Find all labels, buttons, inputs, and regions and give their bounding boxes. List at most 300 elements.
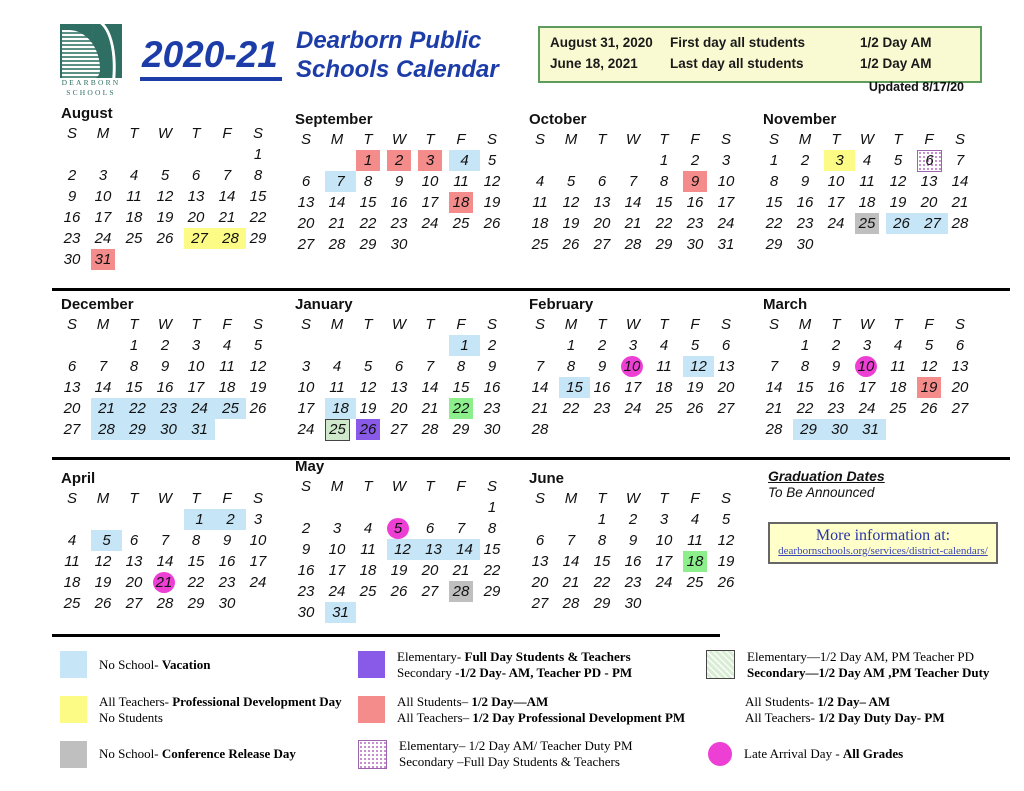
day-number: 3: [98, 167, 108, 184]
day-cell: [418, 419, 449, 440]
day-cell: [387, 377, 418, 398]
day-number: 26: [249, 400, 267, 417]
day-cell: [60, 551, 91, 572]
day-number: 8: [363, 173, 373, 190]
day-number: 9: [160, 358, 170, 375]
month-title: September: [295, 111, 373, 128]
day-cell: [886, 335, 917, 356]
day-cell: [449, 539, 480, 560]
day-number: 7: [535, 358, 545, 375]
calendar-row-1: [0, 102, 1024, 288]
weekday-header-cell: [418, 314, 449, 335]
day-number: 21: [951, 194, 969, 211]
day-cell: [246, 509, 277, 530]
day-cell: [590, 572, 621, 593]
month-title: January: [295, 296, 353, 313]
day-number: 14: [421, 379, 439, 396]
day-cell: [714, 509, 745, 530]
day-vacation: 27: [917, 213, 948, 234]
day-cell: [184, 377, 215, 398]
day-cell: [184, 509, 215, 530]
day-number: 7: [566, 532, 576, 549]
weekday-letter: S: [66, 490, 77, 507]
day-number: 24: [624, 400, 642, 417]
day-cell: [91, 398, 122, 419]
day-number: 8: [253, 167, 263, 184]
day-number: 23: [63, 230, 81, 247]
day-cell: [480, 213, 511, 234]
day-number: 26: [686, 400, 704, 417]
day-cell: [418, 171, 449, 192]
month-march: [762, 296, 996, 440]
calendar-row-3: [0, 460, 1024, 634]
weekday-letter: M: [96, 316, 110, 333]
month-grid: [294, 476, 528, 623]
day-cell: [294, 377, 325, 398]
day-number: 20: [390, 400, 408, 417]
day-cell: [948, 150, 979, 171]
weekday-header-cell: [91, 123, 122, 144]
day-cell: [91, 207, 122, 228]
day-half_green: 22: [449, 398, 473, 419]
legend-line: Secondary –Full Day Students & Teachers: [399, 754, 620, 770]
day-number: 25: [125, 230, 143, 247]
day-cell: [215, 186, 246, 207]
day-cell: [356, 213, 387, 234]
day-number: 4: [332, 358, 342, 375]
weekday-letter: S: [534, 131, 545, 148]
day-cell: [590, 509, 621, 530]
day-cell: [652, 377, 683, 398]
day-number: 20: [920, 194, 938, 211]
day-cell: [215, 572, 246, 593]
day-number: 19: [483, 194, 501, 211]
day-number: 28: [531, 421, 549, 438]
day-cell: [215, 228, 246, 249]
day-number: 2: [67, 167, 77, 184]
day-cell: [387, 539, 418, 560]
day-cell: [793, 171, 824, 192]
day-cell: [652, 509, 683, 530]
day-number: 26: [717, 574, 735, 591]
day-cell: [683, 377, 714, 398]
day-vacation: 2: [215, 509, 246, 530]
day-number: 1: [659, 152, 669, 169]
day-cell: [714, 377, 745, 398]
day-cell: [215, 398, 246, 419]
weekday-letter: T: [893, 316, 903, 333]
day-number: 17: [328, 562, 346, 579]
day-number: 4: [893, 337, 903, 354]
empty-cell: [60, 144, 91, 165]
district-calendars-link[interactable]: dearbornschools.org/services/district-calendars/: [778, 545, 988, 557]
day-number: 1: [487, 499, 497, 516]
day-cell: [122, 228, 153, 249]
day-cell: [91, 377, 122, 398]
day-number: 25: [452, 215, 470, 232]
day-cell: [714, 213, 745, 234]
weekday-header-cell: [215, 123, 246, 144]
day-cell: [153, 593, 184, 614]
day-number: 13: [390, 379, 408, 396]
day-number: 14: [218, 188, 236, 205]
day-number: 16: [218, 553, 236, 570]
day-vacation: 5: [91, 530, 122, 551]
legend-line: All Teachers– 1/2 Day Professional Development PM: [397, 709, 686, 725]
month-title: June: [529, 470, 565, 487]
legend-line: All Teachers- 1/2 Day Duty Day- PM: [745, 709, 945, 725]
legend-line: Late Arrival Day - All Grades: [744, 746, 904, 762]
day-cell: [714, 150, 745, 171]
day-number: 20: [125, 574, 143, 591]
day-number: 12: [156, 188, 174, 205]
day-number: 20: [63, 400, 81, 417]
weekday-header-cell: [449, 476, 480, 497]
weekday-header-cell: [948, 129, 979, 150]
day-number: 14: [765, 379, 783, 396]
day-number: 8: [191, 532, 201, 549]
empty-cell: [621, 150, 652, 171]
day-number: 16: [483, 379, 501, 396]
day-number: 18: [858, 194, 876, 211]
day-cell: [621, 551, 652, 572]
empty-cell: [294, 335, 325, 356]
day-number: 25: [359, 583, 377, 600]
day-number: 15: [483, 541, 501, 558]
day-cell: [480, 335, 511, 356]
day-number: 6: [425, 520, 435, 537]
day-number: 26: [390, 583, 408, 600]
day-cell: [559, 377, 590, 398]
weekday-header-cell: [356, 476, 387, 497]
day-cell: [480, 377, 511, 398]
month-grid: [294, 314, 528, 440]
legend-item-half_green: [706, 694, 1024, 726]
day-cell: [153, 335, 184, 356]
day-number: 21: [218, 209, 236, 226]
day-vacation: 12: [387, 539, 418, 560]
day-cell: [528, 419, 559, 440]
weekday-header-cell: [652, 314, 683, 335]
day-cell: [215, 530, 246, 551]
logo-mark-icon: [60, 24, 122, 78]
day-cell: [122, 419, 153, 440]
day-pd: 3: [824, 150, 855, 171]
day-cell: [387, 518, 418, 539]
day-cell: [184, 186, 215, 207]
day-number: 27: [297, 236, 315, 253]
day-cell: [60, 377, 91, 398]
day-cell: [60, 228, 91, 249]
day-number: 12: [249, 358, 267, 375]
weekday-header-cell: [294, 314, 325, 335]
day-number: 28: [156, 595, 174, 612]
day-cell: [793, 356, 824, 377]
day-cell: [480, 539, 511, 560]
weekday-header-cell: [215, 488, 246, 509]
day-cell: [184, 165, 215, 186]
day-number: 2: [301, 520, 311, 537]
weekday-letter: T: [597, 490, 607, 507]
weekday-header-cell: [480, 476, 511, 497]
day-cell: [762, 192, 793, 213]
day-cell: [91, 419, 122, 440]
weekday-header-cell: [294, 476, 325, 497]
legend-text: [99, 746, 296, 762]
day-cell: [387, 560, 418, 581]
day-number: 30: [63, 251, 81, 268]
empty-cell: [356, 497, 387, 518]
day-cell: [153, 356, 184, 377]
day-number: 29: [359, 236, 377, 253]
day-number: 19: [686, 379, 704, 396]
weekday-letter: T: [659, 316, 669, 333]
day-half_green: 18: [683, 551, 707, 572]
day-cell: [294, 518, 325, 539]
day-number: 27: [717, 400, 735, 417]
weekday-header-cell: [91, 314, 122, 335]
day-cell: [824, 192, 855, 213]
day-cell: [590, 171, 621, 192]
day-cell: [621, 398, 652, 419]
day-cell: [91, 572, 122, 593]
day-number: 11: [532, 194, 548, 211]
day-number: 14: [624, 194, 642, 211]
day-vacation: 15: [559, 377, 590, 398]
day-cell: [356, 398, 387, 419]
weekday-header-cell: [246, 314, 277, 335]
day-vacation: 31: [325, 602, 356, 623]
day-number: 25: [655, 400, 673, 417]
day-number: 21: [624, 215, 642, 232]
day-vacation: 13: [418, 539, 449, 560]
weekday-header-cell: [652, 488, 683, 509]
day-cell: [480, 518, 511, 539]
weekday-letter: M: [330, 131, 344, 148]
weekday-letter: T: [425, 131, 435, 148]
day-cell: [153, 228, 184, 249]
day-cell: [886, 150, 917, 171]
day-number: 26: [94, 595, 112, 612]
day-cell: [762, 419, 793, 440]
day-cell: [418, 192, 449, 213]
day-number: 10: [717, 173, 735, 190]
day-cell: [714, 530, 745, 551]
day-cell: [294, 539, 325, 560]
empty-cell: [215, 144, 246, 165]
day-cell: [590, 398, 621, 419]
day-cell: [91, 228, 122, 249]
day-cell: [621, 356, 652, 377]
updated-date: Updated 8/17/20: [868, 80, 964, 94]
weekday-header-cell: [480, 314, 511, 335]
day-cell: [559, 572, 590, 593]
weekday-header-cell: [886, 129, 917, 150]
day-number: 8: [800, 358, 810, 375]
day-cell: [590, 551, 621, 572]
more-info-title: More information at:: [815, 527, 951, 544]
day-number: 10: [421, 173, 439, 190]
day-number: 22: [593, 574, 611, 591]
weekday-letter: T: [191, 316, 201, 333]
weekday-letter: M: [330, 316, 344, 333]
day-number: 1: [253, 146, 263, 163]
day-number: 23: [686, 215, 704, 232]
day-cell: [449, 419, 480, 440]
day-cell: [294, 602, 325, 623]
day-cell: [122, 551, 153, 572]
month-grid: [60, 123, 294, 270]
weekday-header-cell: [714, 488, 745, 509]
day-cell: [683, 356, 714, 377]
day-cell: [294, 398, 325, 419]
key-date-detail: 1/2 Day AM: [860, 55, 932, 71]
day-number: 1: [129, 337, 139, 354]
day-number: 2: [831, 337, 841, 354]
day-number: 14: [951, 173, 969, 190]
weekday-header-cell: [325, 476, 356, 497]
day-number: 24: [249, 574, 267, 591]
day-number: 12: [562, 194, 580, 211]
day-cell: [683, 530, 714, 551]
day-cell: [948, 192, 979, 213]
day-elem_half: 25: [325, 419, 350, 441]
empty-cell: [91, 335, 122, 356]
day-number: 20: [297, 215, 315, 232]
legend-line: No School- Conference Release Day: [99, 746, 296, 762]
day-cell: [325, 539, 356, 560]
day-number: 6: [955, 337, 965, 354]
legend-text: [747, 649, 989, 681]
legend-line: Secondary -1/2 Day- AM, Teacher PD - PM: [397, 664, 633, 680]
day-cell: [418, 377, 449, 398]
dotted-swatch-icon: [358, 740, 387, 769]
day-cell: [325, 560, 356, 581]
empty-cell: [449, 497, 480, 518]
day-cell: [621, 593, 652, 614]
day-number: 7: [222, 167, 232, 184]
day-cell: [683, 335, 714, 356]
day-number: 2: [690, 152, 700, 169]
weekday-header-cell: [683, 488, 714, 509]
day-number: 17: [94, 209, 112, 226]
weekday-letter: S: [954, 131, 965, 148]
day-number: 1: [769, 152, 779, 169]
day-cell: [122, 572, 153, 593]
day-number: 3: [332, 520, 342, 537]
day-cell: [621, 213, 652, 234]
day-number: 30: [297, 604, 315, 621]
day-cell: [449, 581, 480, 602]
day-cell: [91, 551, 122, 572]
day-cell: [153, 419, 184, 440]
legend-item-conference: [60, 738, 358, 770]
day-cell: [590, 192, 621, 213]
day-number: 4: [67, 532, 77, 549]
weekday-letter: M: [564, 316, 578, 333]
day-cell: [528, 234, 559, 255]
weekday-letter: T: [831, 316, 841, 333]
day-cell: [122, 186, 153, 207]
day-cell: [652, 551, 683, 572]
day-cell: [356, 539, 387, 560]
weekday-header-cell: [824, 314, 855, 335]
weekday-header-cell: [824, 129, 855, 150]
day-number: 7: [160, 532, 170, 549]
half_am-swatch-icon: [358, 696, 385, 723]
day-cell: [855, 356, 886, 377]
weekday-header-cell: [590, 314, 621, 335]
day-cell: [60, 593, 91, 614]
day-cell: [60, 398, 91, 419]
day-cell: [60, 419, 91, 440]
legend-text: [399, 738, 633, 770]
day-cell: [294, 419, 325, 440]
day-number: 9: [487, 358, 497, 375]
weekday-header-cell: [855, 314, 886, 335]
day-number: 10: [94, 188, 112, 205]
day-cell: [855, 171, 886, 192]
month-title: November: [763, 111, 837, 128]
day-cell: [215, 509, 246, 530]
day-cell: [325, 213, 356, 234]
month-april: [60, 470, 294, 614]
day-number: 8: [487, 520, 497, 537]
weekday-letter: T: [597, 316, 607, 333]
day-cell: [325, 602, 356, 623]
day-cell: [855, 192, 886, 213]
weekday-header-cell: [855, 129, 886, 150]
day-cell: [590, 335, 621, 356]
day-cell: [683, 192, 714, 213]
empty-cell: [387, 335, 418, 356]
calendar-row-2: [0, 291, 1024, 457]
day-number: 17: [421, 194, 439, 211]
day-cell: [122, 530, 153, 551]
day-number: 12: [359, 379, 377, 396]
day-cell: [91, 186, 122, 207]
day-number: 26: [920, 400, 938, 417]
weekday-letter: F: [456, 316, 466, 333]
day-cell: [184, 228, 215, 249]
day-number: 18: [125, 209, 143, 226]
weekday-header-cell: [528, 314, 559, 335]
day-cell: [215, 335, 246, 356]
day-number: 17: [655, 553, 673, 570]
empty-cell: [294, 497, 325, 518]
day-cell: [387, 192, 418, 213]
day-number: 27: [390, 421, 408, 438]
day-cell: [153, 186, 184, 207]
day-cell: [528, 192, 559, 213]
weekday-header-cell: [184, 123, 215, 144]
day-cell: [590, 593, 621, 614]
day-cell: [356, 581, 387, 602]
day-cell: [215, 165, 246, 186]
weekday-header-cell: [762, 129, 793, 150]
day-cell: [683, 398, 714, 419]
day-cell: [215, 356, 246, 377]
day-number: 29: [452, 421, 470, 438]
day-number: 24: [421, 215, 439, 232]
more-info-box: [768, 522, 998, 564]
day-number: 16: [686, 194, 704, 211]
day-half_am: 31: [91, 249, 115, 270]
day-number: 12: [717, 532, 735, 549]
day-number: 18: [655, 379, 673, 396]
day-half_am: 18: [449, 192, 473, 213]
day-number: 9: [628, 532, 638, 549]
